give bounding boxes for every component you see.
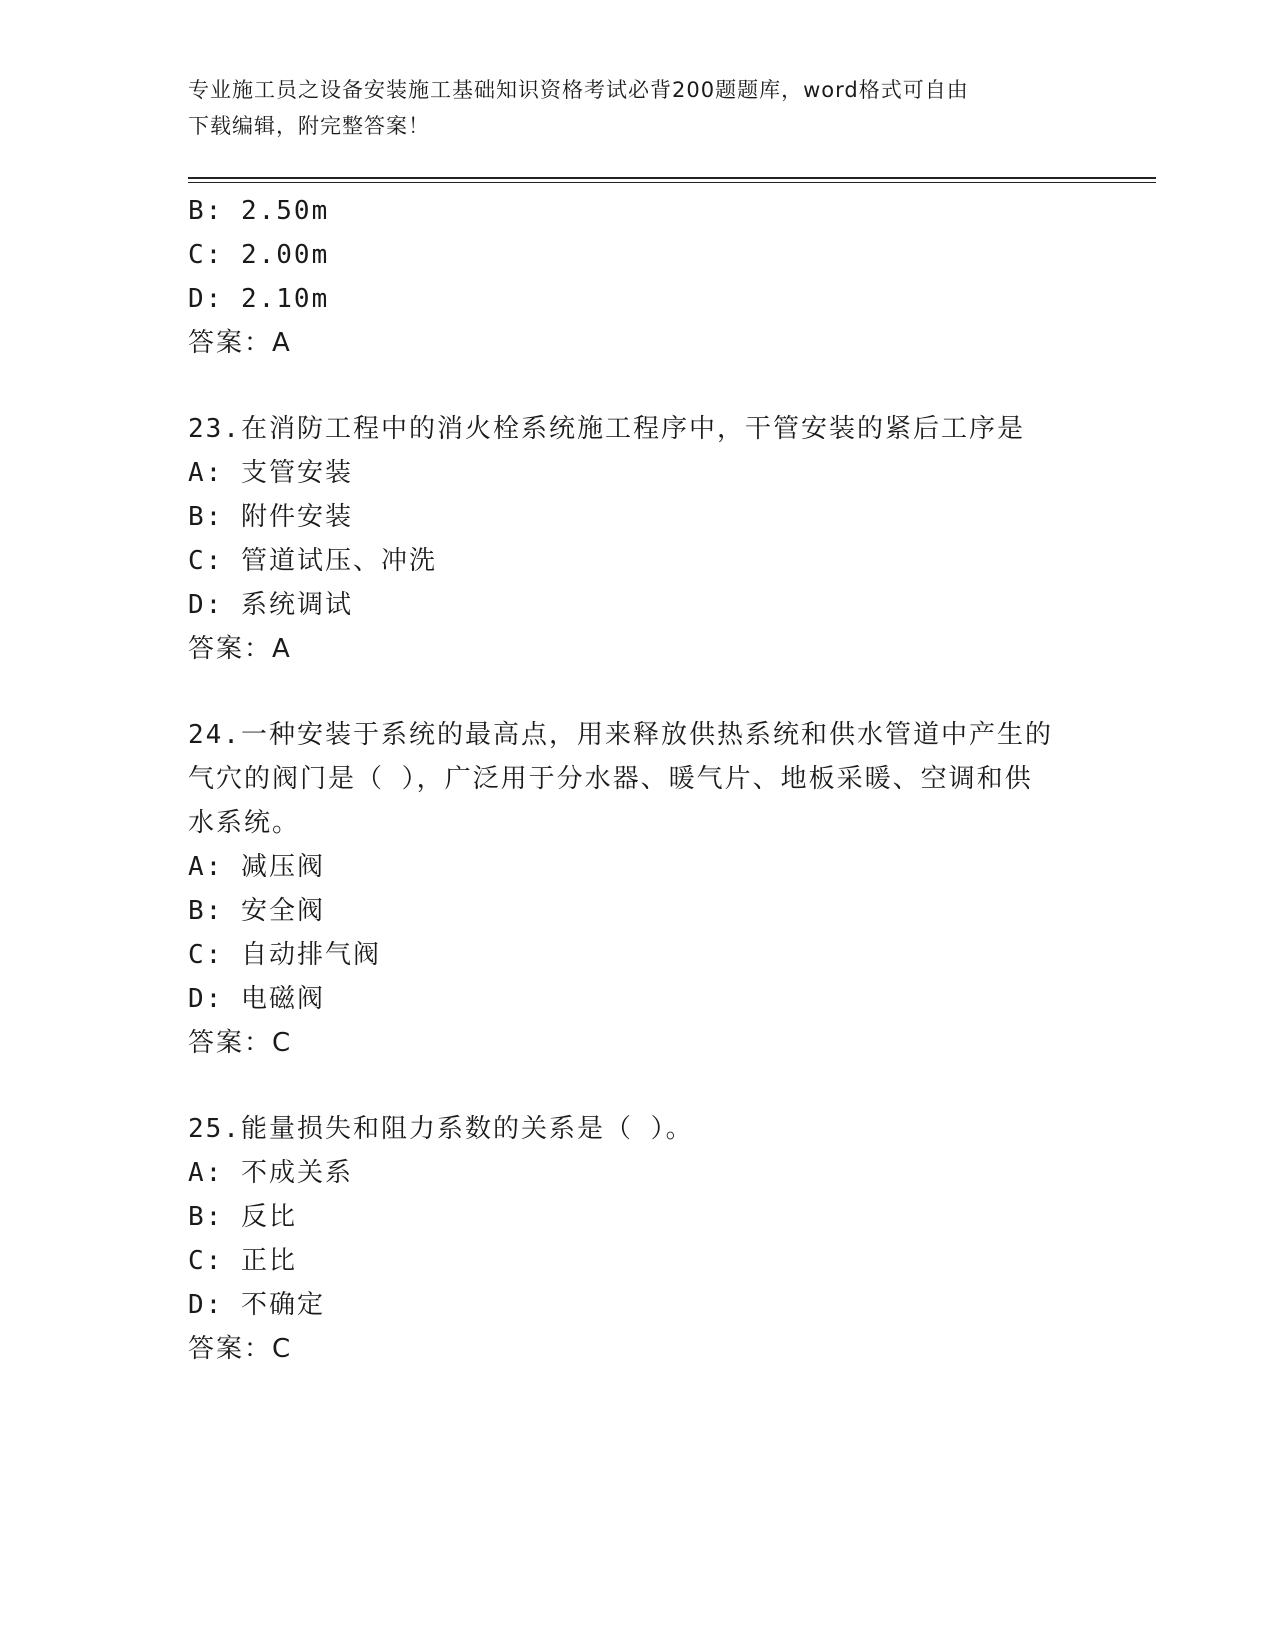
q24-option-a: A: 减压阀 — [188, 852, 325, 882]
q24-option-b: B: 安全阀 — [188, 896, 325, 926]
prev-answer: 答案：A — [188, 328, 292, 358]
prev-option-c: C: 2.00m — [188, 240, 330, 270]
q23-option-c: C: 管道试压、冲洗 — [188, 546, 437, 576]
q24-option-d: D: 电磁阀 — [188, 984, 325, 1014]
q25-option-a: A: 不成关系 — [188, 1158, 353, 1188]
header-rule-thick — [188, 177, 1156, 179]
q24-text-line2: 气穴的阀门是（ ），广泛用于分水器、暖气片、地板采暖、空调和供 — [188, 764, 1033, 794]
q23-option-a: A: 支管安装 — [188, 458, 353, 488]
q24-text-line3: 水系统。 — [188, 808, 301, 838]
header-rule-thin — [188, 182, 1156, 183]
q24-text-line1: 24.一种安装于系统的最高点，用来释放供热系统和供水管道中产生的 — [188, 720, 1053, 750]
q23-text: 23.在消防工程中的消火栓系统施工程序中，干管安装的紧后工序是 — [188, 414, 1025, 444]
q25-option-c: C: 正比 — [188, 1246, 297, 1276]
q25-text: 25.能量损失和阻力系数的关系是（ ）。 — [188, 1114, 694, 1144]
document-header — [188, 72, 1088, 144]
q25-answer: 答案：C — [188, 1334, 293, 1364]
q24-option-c: C: 自动排气阀 — [188, 940, 381, 970]
header-title-line1: 专业施工员之设备安装施工基础知识资格考试必背200题题库，word格式可自由 — [188, 78, 969, 102]
prev-option-b: B: 2.50m — [188, 196, 330, 226]
header-title-line2: 下载编辑，附完整答案！ — [188, 114, 430, 138]
q24-answer: 答案：C — [188, 1028, 293, 1058]
q23-option-b: B: 附件安装 — [188, 502, 353, 532]
prev-option-d: D: 2.10m — [188, 284, 330, 314]
q25-option-b: B: 反比 — [188, 1202, 297, 1232]
q23-option-d: D: 系统调试 — [188, 590, 353, 620]
q25-option-d: D: 不确定 — [188, 1290, 325, 1320]
q23-answer: 答案：A — [188, 634, 292, 664]
